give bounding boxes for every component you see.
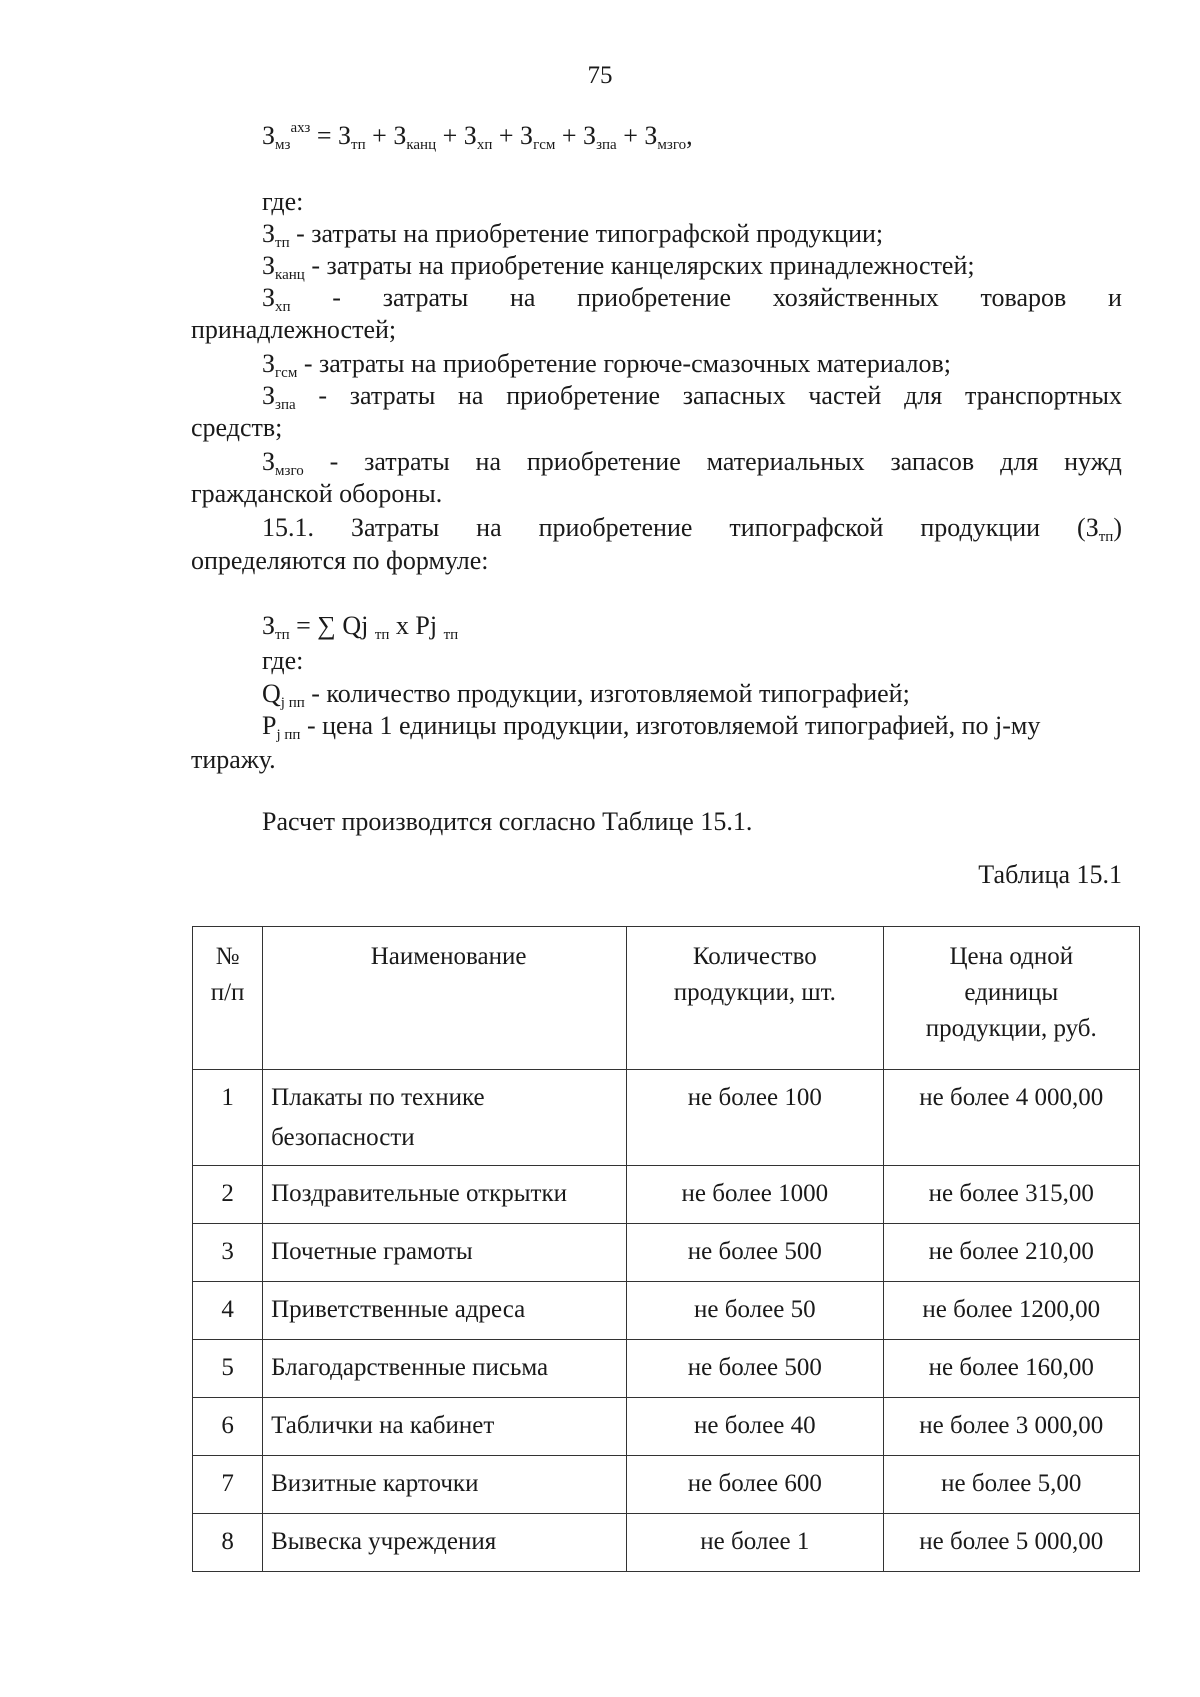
table-row [193, 1070, 1140, 1166]
section-heading: 15.1. Затраты на приобретение типографской продукции $(З_{тп})$ [262, 513, 1122, 545]
row-price: не более 315,00 [883, 1166, 1139, 1224]
row-number: 2 [193, 1166, 263, 1224]
row-name: Почетные грамоты [263, 1224, 627, 1282]
table-caption: Таблица 15.1 [978, 860, 1122, 889]
header-name: Наименование [263, 927, 627, 1070]
table-row [193, 1166, 1140, 1224]
table-row [193, 1340, 1140, 1398]
table-row [193, 1456, 1140, 1514]
row-quantity: не более 50 [627, 1282, 883, 1340]
table-row [193, 1398, 1140, 1456]
table-header-row [193, 927, 1140, 1070]
formula-main: $З_{мз}^{ахз} = З_{тп} + З_{канц} + З_{хп} + З_{гсм} + З_{зпа} + З_{мзго}$, [262, 120, 693, 153]
row-quantity: не более 40 [627, 1398, 883, 1456]
definition-line: $З_{канц}$ - затраты на приобретение канцелярских принадлежностей; [262, 251, 975, 283]
row-name: Поздравительные открытки [263, 1166, 627, 1224]
page-number: 75 [587, 62, 613, 89]
row-quantity: не более 500 [627, 1224, 883, 1282]
table-row [193, 1224, 1140, 1282]
row-number: 7 [193, 1456, 263, 1514]
definition-line: $Q_{j пп}$ - количество продукции, изготовляемой типографией; [262, 679, 910, 711]
row-name: Благодарственные письма [263, 1340, 627, 1398]
row-number: 1 [193, 1070, 263, 1166]
row-quantity: не более 1 [627, 1514, 883, 1572]
row-number: 4 [193, 1282, 263, 1340]
definition-line-justified: $З_{мзго}$ - затраты на приобретение материальных запасов для нужд [262, 447, 1122, 479]
header-quantity: Количество продукции, шт. [627, 927, 883, 1070]
row-name: Приветственные адреса [263, 1282, 627, 1340]
header-price: Цена одной единицы продукции, руб. [883, 927, 1139, 1070]
definition-line: $P_{j пп}$ - цена 1 единицы продукции, изготовляемой типографией, по j-му [262, 711, 1041, 743]
table-row [193, 1282, 1140, 1340]
where-label: где: [262, 187, 304, 216]
row-quantity: не более 600 [627, 1456, 883, 1514]
definition-continuation: гражданской обороны. [191, 479, 443, 508]
row-number: 8 [193, 1514, 263, 1572]
definition-continuation: принадлежностей; [191, 315, 397, 344]
row-number: 6 [193, 1398, 263, 1456]
definition-line-justified: $З_{зпа}$ - затраты на приобретение запасных частей для транспортных [262, 381, 1122, 413]
definition-line-justified: $З_{хп}$ - затраты на приобретение хозяйственных товаров и [262, 283, 1122, 315]
calculation-note: Расчет производится согласно Таблице 15.1. [262, 807, 753, 836]
header-number: № п/п [193, 927, 263, 1070]
definition-line: $З_{гсм}$ - затраты на приобретение горюче-смазочных материалов; [262, 349, 952, 381]
row-quantity: не более 1000 [627, 1166, 883, 1224]
row-price: не более 1200,00 [883, 1282, 1139, 1340]
table-row [193, 1514, 1140, 1572]
row-price: не более 3 000,00 [883, 1398, 1139, 1456]
row-name: Визитные карточки [263, 1456, 627, 1514]
where-label: где: [262, 646, 304, 675]
row-name: Вывеска учреждения [263, 1514, 627, 1572]
products-table [192, 926, 1140, 1572]
row-price: не более 5,00 [883, 1456, 1139, 1514]
definition-continuation: тиражу. [191, 745, 276, 774]
row-price: не более 160,00 [883, 1340, 1139, 1398]
row-quantity: не более 100 [627, 1070, 883, 1166]
row-quantity: не более 500 [627, 1340, 883, 1398]
definition-continuation: средств; [191, 413, 283, 442]
row-name: Плакаты по технике безопасности [263, 1070, 627, 1166]
row-name: Таблички на кабинет [263, 1398, 627, 1456]
row-number: 3 [193, 1224, 263, 1282]
definition-line: $З_{тп}$ - затраты на приобретение типографской продукции; [262, 219, 884, 251]
row-price: не более 5 000,00 [883, 1514, 1139, 1572]
row-price: не более 4 000,00 [883, 1070, 1139, 1166]
formula-tp: $З_{тп}$ = ∑ Qj $_{тп}$ x Pj $_{тп}$ [262, 611, 459, 643]
row-price: не более 210,00 [883, 1224, 1139, 1282]
section-continuation: определяются по формуле: [191, 546, 489, 575]
row-number: 5 [193, 1340, 263, 1398]
